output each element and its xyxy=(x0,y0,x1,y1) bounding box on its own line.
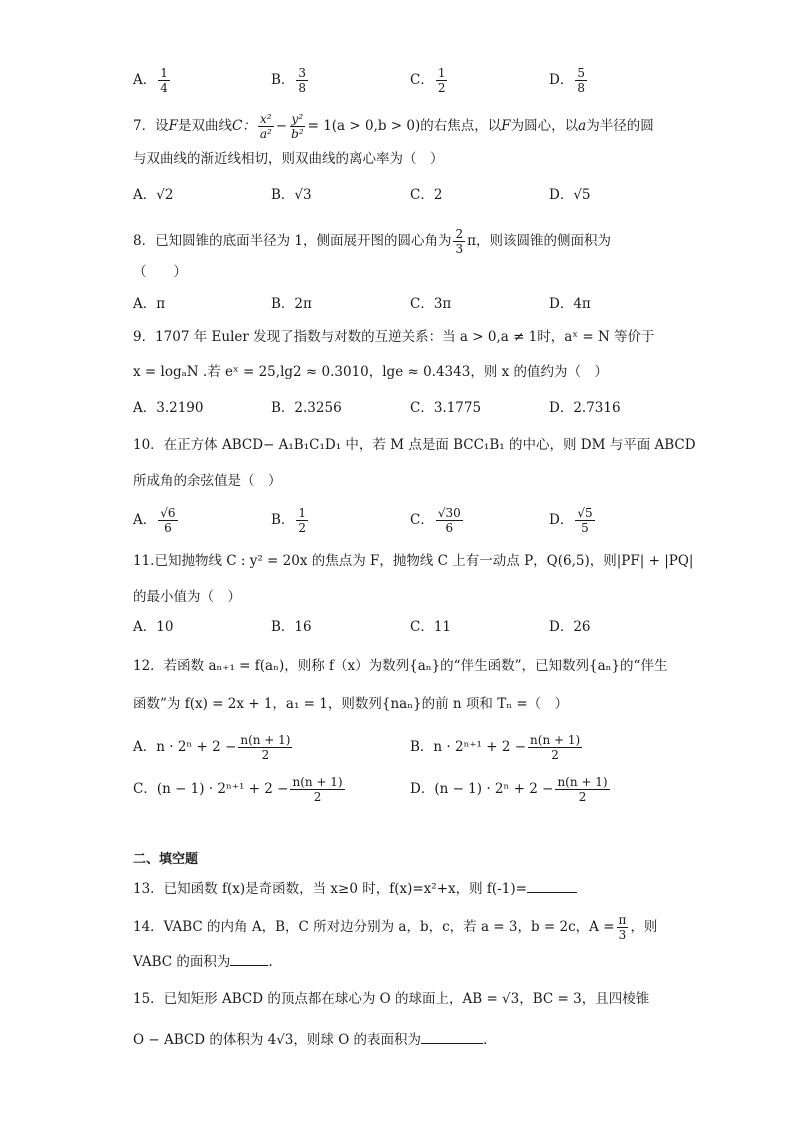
q7-option-a[interactable]: A．√2 xyxy=(133,187,174,203)
denominator: a² xyxy=(259,127,272,141)
q15-stem-line2 xyxy=(133,1029,487,1050)
fraction xyxy=(158,66,170,95)
q10-option-c[interactable] xyxy=(410,506,465,535)
q12-option-a[interactable] xyxy=(133,733,294,762)
q6-option-d[interactable] xyxy=(549,66,589,95)
denominator: 2 xyxy=(551,748,559,762)
text: 为半径的圆 xyxy=(586,118,654,134)
fraction xyxy=(575,506,594,535)
numerator: 1 xyxy=(160,66,168,80)
option-text: A．n · 2ⁿ + 2 − xyxy=(133,739,237,755)
text: ，则 xyxy=(630,919,658,935)
denominator: 6 xyxy=(445,521,454,535)
option-label: B． xyxy=(271,512,295,528)
fraction xyxy=(617,913,629,942)
numerator: n(n + 1) xyxy=(557,775,608,789)
q7-stem-line1: 7．设F是双曲线C： $\frac{\text{x²}}{\text{a²}}$ − $\frac{\text{y²}}{\text{b²}}$ = 1(a > 0,b > 0)的右焦点，以F为圆心，以a为半径的圆 xyxy=(133,112,654,141)
q12-stem-line2: 函数”为 f(x) = 2x + 1，a₁ = 1，则数列{naₙ}的前 n 项和 Tₙ =（ ） xyxy=(133,696,569,712)
option-text: C．(n − 1) · 2ⁿ⁺¹ + 2 − xyxy=(133,781,289,797)
numerator: y² xyxy=(291,112,304,126)
text: C： xyxy=(231,118,256,134)
q11-option-b[interactable]: B．16 xyxy=(271,619,312,635)
text: . xyxy=(268,954,273,970)
fraction xyxy=(290,775,344,804)
fraction xyxy=(575,66,587,95)
numerator: √5 xyxy=(577,506,593,520)
fraction xyxy=(296,66,308,95)
q7-option-b[interactable]: B．√3 xyxy=(271,187,312,203)
q10-option-b[interactable] xyxy=(271,506,310,535)
text: = 1(a > 0,b > 0)的右焦点，以 xyxy=(307,118,502,134)
denominator: 3 xyxy=(455,242,464,256)
denominator: 8 xyxy=(577,81,585,95)
numerator: 5 xyxy=(577,66,585,80)
q10-stem-line2: 所成角的余弦值是（ ） xyxy=(133,473,282,489)
text: 14．VABC 的内角 A，B，C 所对边分别为 a，b，c，若 a = 3，b = 2c，A = xyxy=(133,919,615,935)
q13-stem xyxy=(133,878,577,899)
q11-stem-line2: 的最小值为（ ） xyxy=(133,589,241,605)
text: 为圆心，以 xyxy=(510,118,579,134)
fraction xyxy=(453,227,465,256)
q9-option-c[interactable]: C．3.1775 xyxy=(410,400,482,416)
q7-option-c[interactable]: C．2 xyxy=(410,187,443,203)
q9-option-d[interactable]: D．2.7316 xyxy=(549,400,621,416)
fraction xyxy=(258,112,274,141)
fraction xyxy=(238,733,292,762)
denominator: 2 xyxy=(578,790,587,804)
text: 13．已知函数 f(x)是奇函数，当 x≥0 时，f(x)=x²+x，则 f(-1)= xyxy=(133,881,527,897)
numerator: 3 xyxy=(298,66,307,80)
denominator: 2 xyxy=(437,81,446,95)
text: 7．设 xyxy=(133,118,169,134)
text: F xyxy=(168,118,178,134)
answer-blank[interactable] xyxy=(421,1029,483,1044)
fraction xyxy=(158,506,177,535)
q8-option-c[interactable]: C．3π xyxy=(410,296,452,312)
denominator: 2 xyxy=(261,748,270,762)
q8-stem-line1 xyxy=(133,227,611,256)
q9-option-a[interactable]: A．3.2190 xyxy=(133,400,204,416)
denominator: b² xyxy=(291,127,304,141)
q14-stem-line1 xyxy=(133,913,657,942)
option-label: D． xyxy=(549,72,574,88)
q11-option-a[interactable]: A．10 xyxy=(133,619,174,635)
denominator: 4 xyxy=(160,81,168,95)
q6-option-a[interactable] xyxy=(133,66,172,95)
q7-option-d[interactable]: D．√5 xyxy=(549,187,591,203)
denominator: 8 xyxy=(298,81,307,95)
numerator: x² xyxy=(260,112,272,126)
option-label: C． xyxy=(410,512,434,528)
option-label: C． xyxy=(410,72,434,88)
section-title: 二、填空题 xyxy=(133,852,199,867)
fraction xyxy=(436,506,463,535)
answer-blank[interactable] xyxy=(230,951,268,966)
q11-stem-line1: 11.已知抛物线 C : y² = 20x 的焦点为 F，抛物线 C 上有一动点 P，Q(6,5)，则|PF| + |PQ| xyxy=(133,553,694,569)
option-label: B． xyxy=(271,72,295,88)
answer-blank[interactable] xyxy=(527,878,577,893)
text: 8．已知圆锥的底面半径为 1，侧面展开图的圆心角为 xyxy=(133,233,452,249)
text: 是双曲线 xyxy=(177,118,232,134)
option-text: B．n · 2ⁿ⁺¹ + 2 − xyxy=(410,739,527,755)
denominator: 2 xyxy=(298,521,307,535)
numerator: n(n + 1) xyxy=(240,733,291,747)
q15-stem-line1: 15．已知矩形 ABCD 的顶点都在球心为 O 的球面上，AB = √3，BC = 3，且四棱锥 xyxy=(133,991,650,1007)
q6-option-c[interactable] xyxy=(410,66,449,95)
q8-stem-line2: （ ） xyxy=(133,264,187,280)
q8-option-d[interactable]: D．4π xyxy=(549,296,591,312)
q9-stem-line1: 9．1707 年 Euler 发现了指数与对数的互逆关系：当 a > 0,a ≠ 1时，aˣ = N 等价于 xyxy=(133,329,655,345)
q12-stem-line1: 12．若函数 aₙ₊₁ = f(aₙ)，则称 f（x）为数列{aₙ}的“伴生函数”，已知数列{aₙ}的“伴生 xyxy=(133,658,668,674)
numerator: n(n + 1) xyxy=(530,733,581,747)
text: F xyxy=(501,118,511,134)
q11-option-c[interactable]: C．11 xyxy=(410,619,452,635)
text: a xyxy=(578,118,587,134)
q6-option-b[interactable] xyxy=(271,66,310,95)
text: O − ABCD 的体积为 4√3，则球 O 的表面积为 xyxy=(133,1032,422,1048)
q10-option-d[interactable] xyxy=(549,506,597,535)
denominator: 6 xyxy=(164,521,172,535)
q14-stem-line2 xyxy=(133,951,273,972)
q9-stem-line2: x = logₐN .若 eˣ = 25,lg2 ≈ 0.3010，lge ≈ 0.4343，则 x 的值约为（ ） xyxy=(133,364,609,380)
fraction xyxy=(555,775,609,804)
q9-option-b[interactable]: B．2.3256 xyxy=(271,400,342,416)
q12-option-d[interactable] xyxy=(410,775,612,804)
option-label: A． xyxy=(133,512,157,528)
text: VABC 的面积为 xyxy=(133,954,231,970)
q10-stem-line1: 10．在正方体 ABCD− A₁B₁C₁D₁ 中，若 M 点是面 BCC₁B₁ 的中心，则 DM 与平面 ABCD xyxy=(133,437,696,453)
option-label: A． xyxy=(133,72,157,88)
denominator: 2 xyxy=(313,790,322,804)
numerator: 1 xyxy=(437,66,446,80)
q8-option-b[interactable]: B．2π xyxy=(271,296,312,312)
option-text: D．(n − 1) · 2ⁿ + 2 − xyxy=(410,781,554,797)
q12-option-c[interactable] xyxy=(133,775,347,804)
fraction xyxy=(436,66,448,95)
denominator: 3 xyxy=(618,928,627,942)
numerator: 2 xyxy=(455,227,464,241)
numerator: √6 xyxy=(160,506,176,520)
q8-option-a[interactable]: A．π xyxy=(133,296,166,312)
fraction xyxy=(289,112,306,141)
q12-option-b[interactable] xyxy=(410,733,584,762)
denominator: 5 xyxy=(581,521,589,535)
numerator: 1 xyxy=(298,506,307,520)
fraction xyxy=(296,506,308,535)
q7-stem-line2: 与双曲线的渐近线相切，则双曲线的离心率为（ ） xyxy=(133,151,444,167)
numerator: n(n + 1) xyxy=(292,775,343,789)
q10-option-a[interactable] xyxy=(133,506,180,535)
text: π，则该圆锥的侧面积为 xyxy=(467,233,611,249)
q11-option-d[interactable]: D．26 xyxy=(549,619,591,635)
text: . xyxy=(483,1032,488,1048)
numerator: √30 xyxy=(437,506,461,520)
numerator: π xyxy=(618,913,627,927)
option-label: D． xyxy=(549,512,574,528)
fraction xyxy=(528,733,582,762)
